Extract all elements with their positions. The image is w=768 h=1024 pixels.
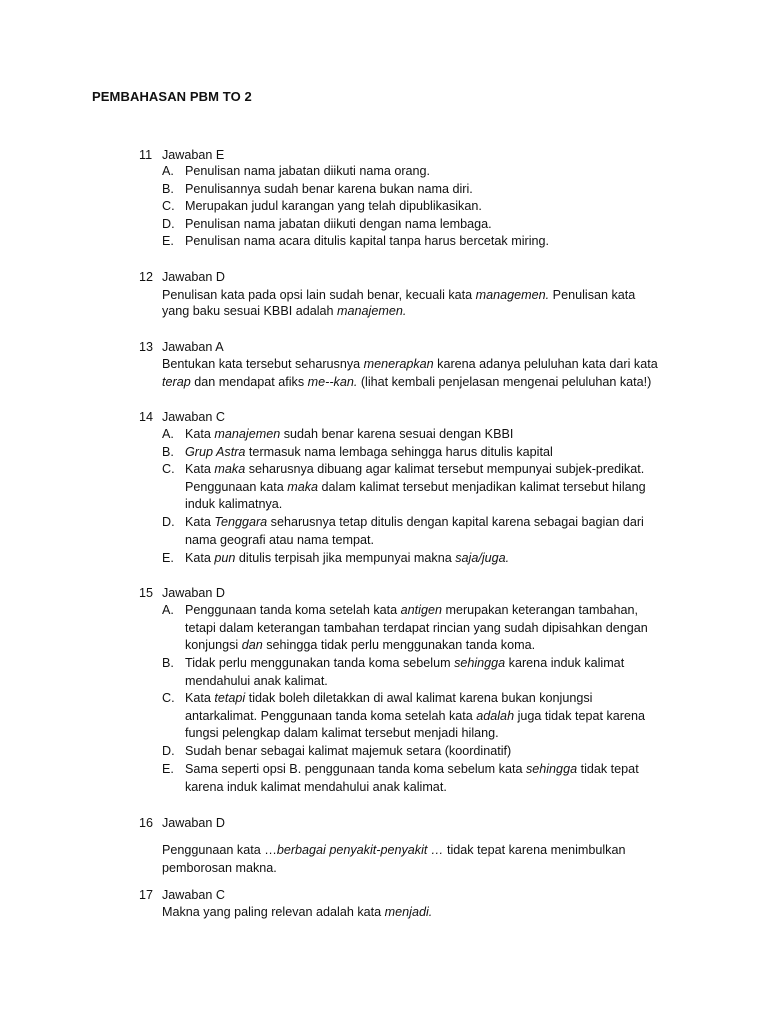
explanation-line: pemborosan makna. <box>162 861 277 875</box>
option-text: tetapi dalam keterangan tambahan terdapat rincian yang sudah dipisahkan dengan <box>185 621 648 635</box>
text: sudah benar karena sesuai dengan KBBI <box>280 427 514 441</box>
option-letter: B. <box>162 182 174 196</box>
text: seharusnya tetap ditulis dengan kapital karena sebagai bagian dari <box>267 515 644 529</box>
explanation-line <box>162 357 658 371</box>
italic-term: tetapi <box>214 691 246 705</box>
explanation-line <box>162 905 432 919</box>
explanation-line <box>162 375 651 389</box>
text: dalam kalimat tersebut menjadikan kalimat tersebut hilang <box>318 480 646 494</box>
italic-term: adalah <box>476 709 515 723</box>
text: merupakan keterangan tambahan, <box>441 603 639 617</box>
italic-term: me--kan. <box>307 375 358 389</box>
italic-term: maka <box>214 462 246 476</box>
italic-term: dan <box>241 638 263 652</box>
option-text <box>185 638 535 652</box>
italic-term: pun <box>214 551 236 565</box>
text: konjungsi <box>185 638 242 652</box>
text: ditulis terpisah jika mempunyai makna <box>235 551 456 565</box>
option-text <box>185 762 639 776</box>
italic-term: maka <box>287 480 319 494</box>
option-text: Penulisan nama jabatan diikuti nama orang. <box>185 164 431 178</box>
option-text <box>185 462 644 476</box>
option-text <box>185 445 553 459</box>
italic-term: Tenggara <box>214 515 268 529</box>
text: sehingga tidak perlu menggunakan tanda koma. <box>262 638 536 652</box>
option-letter: E. <box>162 551 174 565</box>
text: seharusnya dibuang agar kalimat tersebut mempunyai subjek-predikat. <box>245 462 645 476</box>
option-text: nama geografi atau nama tempat. <box>185 533 375 547</box>
question-number: 12 <box>139 270 154 284</box>
option-text <box>185 691 592 705</box>
answer-key: Jawaban C <box>162 410 226 424</box>
text: Kata <box>185 551 215 565</box>
text: Kata <box>185 691 215 705</box>
question-number: 15 <box>139 586 154 600</box>
option-text <box>185 480 646 494</box>
option-text <box>185 515 644 529</box>
option-letter: C. <box>162 462 175 476</box>
option-letter: D. <box>162 515 175 529</box>
option-text: Merupakan judul karangan yang telah dipublikasikan. <box>185 199 482 213</box>
italic-term: menjadi. <box>384 905 433 919</box>
text: Sama seperti opsi B. penggunaan tanda koma sebelum kata <box>185 762 526 776</box>
question-number: 14 <box>139 410 154 424</box>
italic-term: manajemen <box>214 427 281 441</box>
option-text <box>185 709 645 723</box>
italic-term: berbagai penyakit-penyakit … <box>276 843 444 857</box>
answer-key: Jawaban C <box>162 888 226 902</box>
option-letter: E. <box>162 234 174 248</box>
italic-term: sehingga <box>525 762 578 776</box>
option-letter: A. <box>162 603 174 617</box>
question-number: 16 <box>139 816 154 830</box>
text: Tidak perlu menggunakan tanda koma sebelum <box>185 656 455 670</box>
italic-term: saja/juga. <box>455 551 510 565</box>
question-number: 11 <box>139 148 153 162</box>
italic-term: managemen. <box>475 288 550 302</box>
text: Kata <box>185 462 215 476</box>
explanation-line <box>162 288 635 302</box>
option-text <box>185 656 624 670</box>
text: tidak tepat <box>577 762 639 776</box>
option-text: Penulisannya sudah benar karena bukan nama diri. <box>185 182 473 196</box>
text: yang baku sesuai KBBI adalah <box>162 304 338 318</box>
text: karena induk kalimat <box>505 656 625 670</box>
answer-key: Jawaban D <box>162 270 226 284</box>
text: Penulisan kata <box>549 288 636 302</box>
text: juga tidak tepat karena <box>514 709 646 723</box>
text: Kata <box>185 427 215 441</box>
text: (lihat kembali penjelasan mengenai peluluhan kata!) <box>357 375 652 389</box>
text: karena adanya peluluhan kata dari kata <box>433 357 658 371</box>
answer-key: Jawaban E <box>162 148 225 162</box>
option-letter: C. <box>162 199 175 213</box>
answer-key: Jawaban A <box>162 340 224 354</box>
text: Kata <box>185 515 215 529</box>
option-text: mendahului anak kalimat. <box>185 674 328 688</box>
option-letter: C. <box>162 691 175 705</box>
italic-term: sehingga <box>454 656 506 670</box>
text: dan mendapat afiks <box>190 375 308 389</box>
option-text: fungsi pelengkap dalam kalimat tersebut menjadi hilang. <box>185 726 499 740</box>
option-letter: A. <box>162 164 174 178</box>
text: tidak boleh diletakkan di awal kalimat karena bukan konjungsi <box>245 691 593 705</box>
option-letter: D. <box>162 744 175 758</box>
text: Penggunaan kata <box>185 480 288 494</box>
italic-term: terap <box>162 375 191 389</box>
document-title: PEMBAHASAN PBM TO 2 <box>92 89 252 104</box>
option-text: induk kalimatnya. <box>185 497 283 511</box>
text: antarkalimat. Penggunaan tanda koma setelah kata <box>185 709 477 723</box>
option-text: Sudah benar sebagai kalimat majemuk setara (koordinatif) <box>185 744 512 758</box>
italic-term: Grup Astra <box>185 445 246 459</box>
question-number: 13 <box>139 340 154 354</box>
option-letter: D. <box>162 217 175 231</box>
option-text: Penulisan nama jabatan diikuti dengan nama lembaga. <box>185 217 492 231</box>
explanation-line <box>162 304 406 318</box>
answer-key: Jawaban D <box>162 586 226 600</box>
text: Penggunaan tanda koma setelah kata <box>185 603 401 617</box>
option-text: karena induk kalimat mendahului anak kalimat. <box>185 780 447 794</box>
text: Bentukan kata tersebut seharusnya <box>162 357 364 371</box>
option-letter: B. <box>162 656 174 670</box>
option-text: Penulisan nama acara ditulis kapital tanpa harus bercetak miring. <box>185 234 550 248</box>
text: Penggunaan kata … <box>162 843 277 857</box>
text: Penulisan kata pada opsi lain sudah benar, kecuali kata <box>162 288 476 302</box>
italic-term: manajemen. <box>337 304 407 318</box>
option-letter: A. <box>162 427 174 441</box>
option-letter: B. <box>162 445 174 459</box>
text: termasuk nama lembaga sehingga harus ditulis kapital <box>245 445 553 459</box>
question-number: 17 <box>139 888 154 902</box>
italic-term: menerapkan <box>363 357 434 371</box>
italic-term: antigen <box>400 603 442 617</box>
option-letter: E. <box>162 762 174 776</box>
option-text <box>185 603 638 617</box>
option-text <box>185 427 513 441</box>
option-text <box>185 551 509 565</box>
answer-key: Jawaban D <box>162 816 226 830</box>
text: Makna yang paling relevan adalah kata <box>162 905 385 919</box>
explanation-line <box>162 843 625 857</box>
text: tidak tepat karena menimbulkan <box>443 843 626 857</box>
